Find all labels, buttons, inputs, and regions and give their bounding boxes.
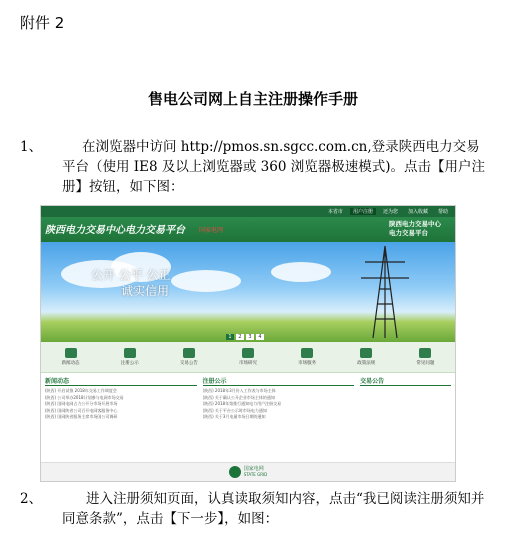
portal-header <box>41 217 455 242</box>
step-text: 进入注册须知页面，认真读取须知内容，点击“我已阅读注册须知并同意条款”，点击【下一步】，如图： <box>62 491 485 527</box>
nav-service: 市场服务 <box>298 348 316 366</box>
portal-top-bar <box>41 206 455 217</box>
state-grid-logo-icon <box>229 466 241 478</box>
step-text: 在浏览器中访问 http://pmos.sn.sgcc.com.cn,登录陕西电力交易平台（使用 IE8 及以上浏览器或 360 浏览器极速模式)。点击【用户注册】按钮，如下图： <box>62 139 485 195</box>
nav-faq: 常见问题 <box>416 348 434 366</box>
step-number: 2、 <box>20 491 43 507</box>
topbar-link: 帮助 <box>437 209 448 215</box>
step-2 <box>20 489 490 529</box>
power-tower-icon <box>355 244 415 340</box>
banner-pager: 1 2 3 4 <box>226 334 264 340</box>
news-column: 新闻动态 (陕西) 开启试推 2018年交易工作调度会 (陕西) 公司举办2018计划参与电网市场交易 (陕西) 国网电网占力公开分市场开展市场 (陕西) 国网陕省公司召开电网客服务中心 (陕西) 国网陕省服务主席市场国公司调研 <box>45 376 197 421</box>
topbar-link: 加入收藏 <box>407 209 428 215</box>
topbar-link: 本省市 <box>327 209 343 215</box>
nav-research: 市场研究 <box>239 348 257 366</box>
portal-footer: 国家电网 STATE GRID <box>41 462 455 481</box>
registration-column: 注册公示 (陕西) 2018年3月份入工作表与市场主体 (陕西) 关于确认公开企业市场主体的通知 (陕西) 2018年第推行通知电力用户注册交易 (陕西) 关于平台公示时市场电力通知 (陕西) 关于3月电量市场日期的通知 <box>203 376 355 421</box>
banner-slogan: 公开 公平 公正 诚实信用 <box>91 268 171 298</box>
topbar-link: 还为您 <box>382 209 398 215</box>
portal-screenshot <box>40 205 456 482</box>
portal-nav-icons <box>41 342 455 373</box>
portal-news-section <box>41 373 455 421</box>
nav-registration: 注册公示 <box>121 348 139 366</box>
portal-title: 陕西电力交易中心电力交易平台 <box>45 225 185 236</box>
nav-news: 新闻动态 <box>62 348 80 366</box>
trade-column: 交易公告 <box>360 376 451 421</box>
step-1 <box>20 137 490 197</box>
nav-trade: 交易公告 <box>180 348 198 366</box>
portal-subtitle: 国家电网 <box>199 227 224 234</box>
portal-banner <box>41 242 455 342</box>
attachment-label: 附件 2 <box>20 14 65 32</box>
document-title: 售电公司网上自主注册操作手册 <box>147 90 358 108</box>
nav-policy: 政策法规 <box>357 348 375 366</box>
register-link: 用户注册 <box>350 208 376 215</box>
portal-brand: 陕西电力交易中心 电力交易平台 <box>389 220 441 237</box>
step-number: 1、 <box>20 139 43 155</box>
